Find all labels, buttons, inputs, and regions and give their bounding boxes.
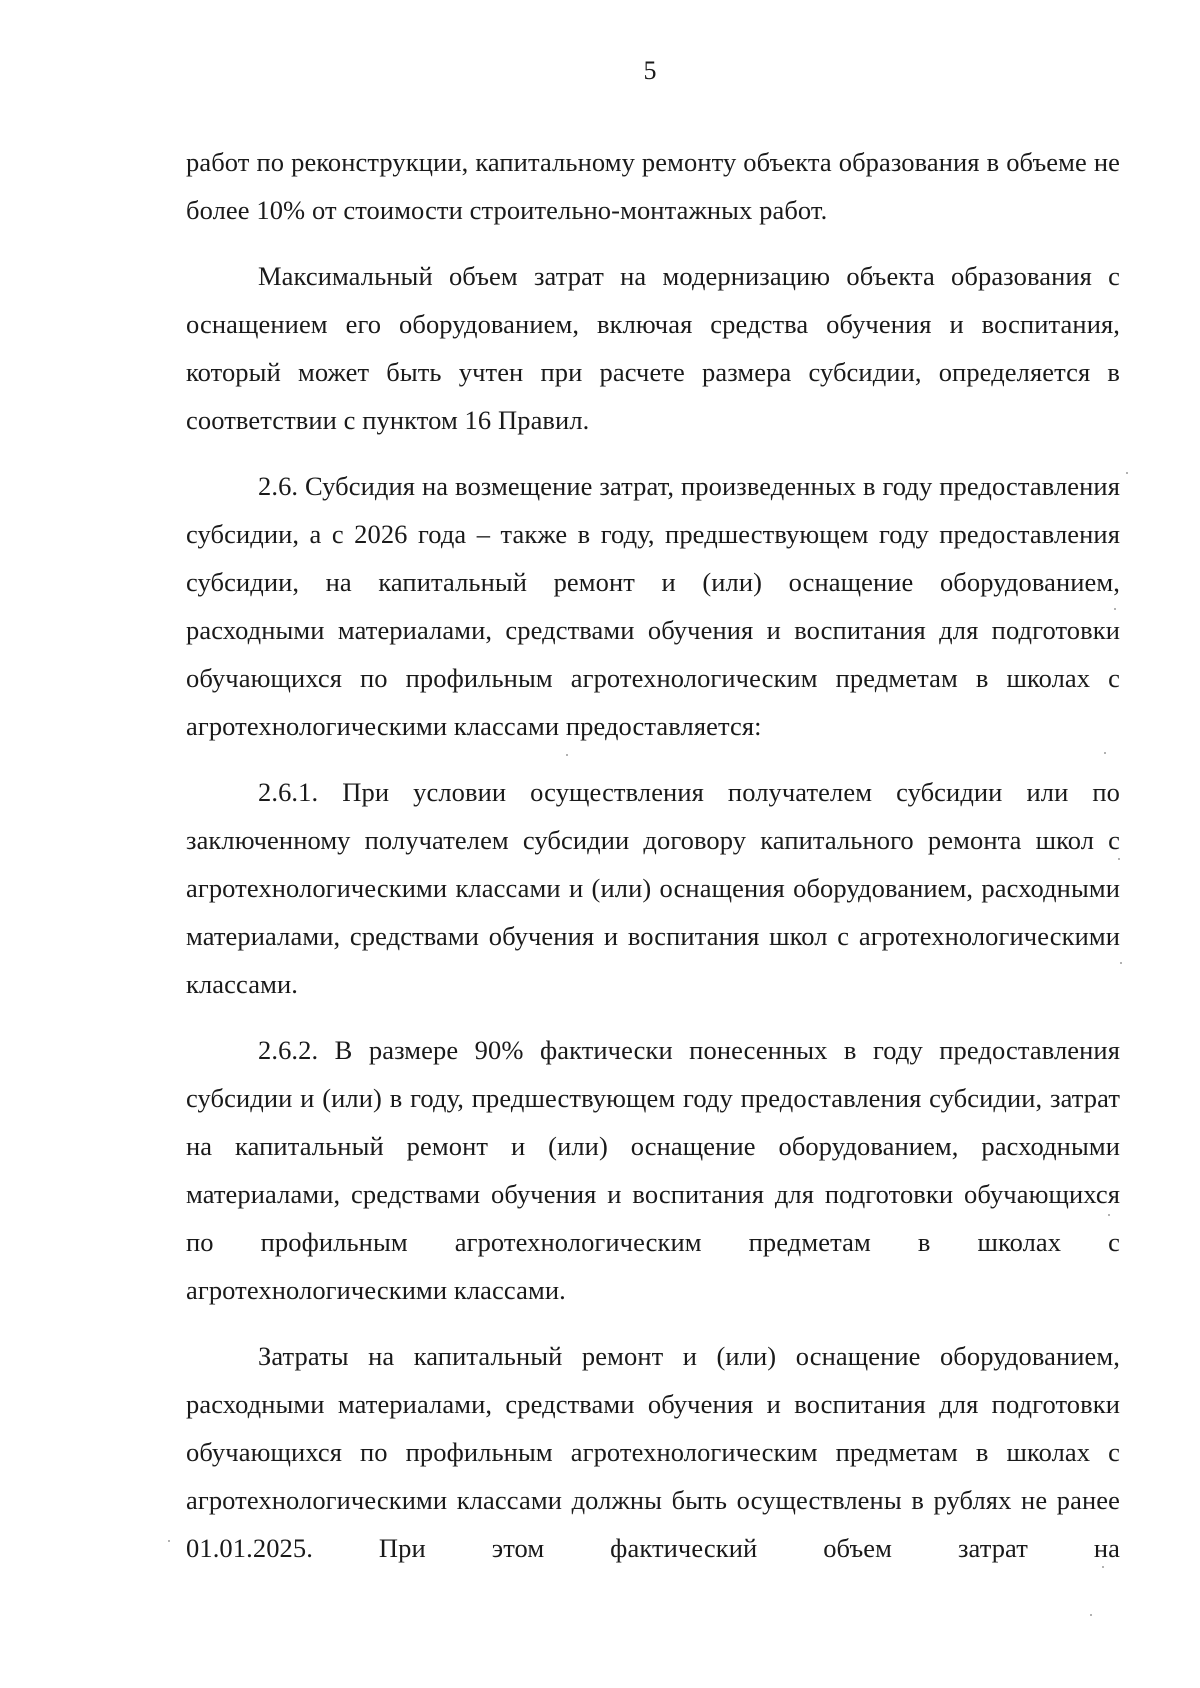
paragraph-2-6: 2.6. Субсидия на возмещение затрат, произведенных в году предоставления субсидии, а с 2026 года – также в году, предшествующем году предоставления субсидии, на капитальный ремонт и (или) оснащение оборудованием, расходными материалами, средствами обучения и воспитания для подготовки обучающихся по профильным агротехнологическим предметам в школах с агротехнологическими классами предоставляется: [186, 471, 1120, 741]
scan-speck [1118, 858, 1120, 860]
paragraph-2-6-1: 2.6.1. При условии осуществления получателем субсидии или по заключенному получателем субсидии договору капитального ремонта школ с агротехнологическими классами и (или) оснащения оборудованием, расходными материалами, средствами обучения и воспитания школ с агротехнологическими классами. [186, 777, 1120, 999]
scan-speck [1114, 608, 1116, 610]
scan-speck [1102, 1566, 1104, 1568]
scan-speck [1108, 1214, 1110, 1216]
paragraph-costs-requirements: Затраты на капитальный ремонт и (или) оснащение оборудованием, расходными материалами, средствами обучения и воспитания для подготовки обучающихся по профильным агротехнологическим предметам в школах с агротехнологическими классами должны быть осуществлены в рублях не ранее 01.01.2025. При этом фактический объем затрат на [186, 1341, 1120, 1563]
paragraph-max-costs: Максимальный объем затрат на модернизацию объекта образования с оснащением его оборудованием, включая средства обучения и воспитания, который может быть учтен при расчете размера субсидии, определяется в соответствии с пунктом 16 Правил. [186, 261, 1120, 435]
scan-speck [1090, 1614, 1092, 1616]
page-number: 5 [643, 56, 657, 85]
paragraph-2-6-2: 2.6.2. В размере 90% фактически понесенных в году предоставления субсидии и (или) в году, предшествующем году предоставления субсидии, затрат на капитальный ремонт и (или) оснащение оборудованием, расходными материалами, средствами обучения и воспитания для подготовки обучающихся по профильным агротехнологическим предметам в школах с агротехнологическими классами. [186, 1035, 1120, 1305]
scan-speck [566, 754, 568, 756]
scan-speck [1126, 472, 1128, 474]
scan-speck [168, 1540, 170, 1542]
paragraph-continuation: работ по реконструкции, капитальному ремонту объекта образования в объеме не более 10% от стоимости строительно-монтажных работ. [186, 147, 1120, 225]
scan-speck [1104, 752, 1106, 754]
scan-speck [1120, 962, 1122, 964]
document-body [186, 138, 1120, 1572]
